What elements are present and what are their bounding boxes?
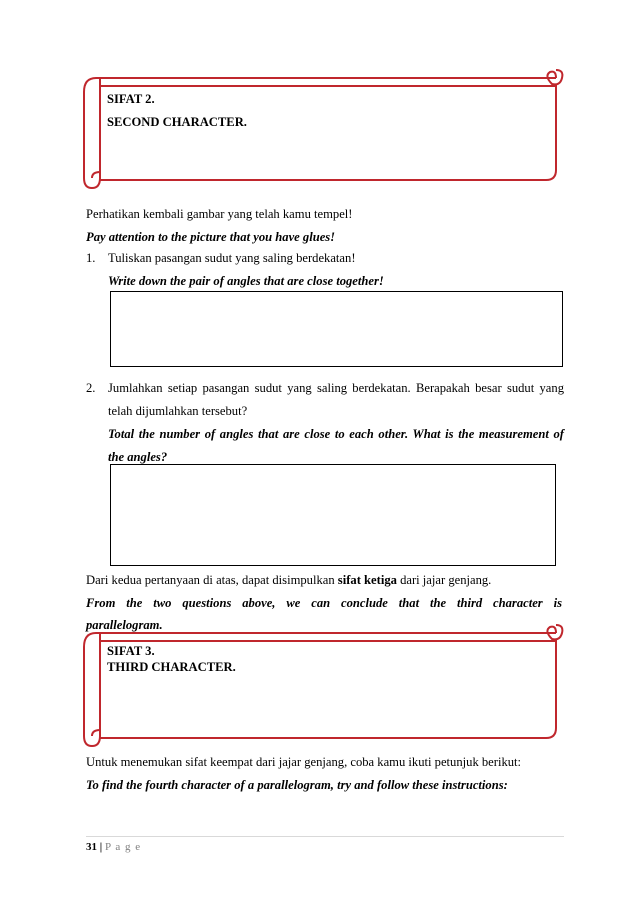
- next-instruction-id: Untuk menemukan sifat keempat dari jajar genjang, coba kamu ikuti petunjuk berikut:: [86, 755, 522, 769]
- instruction-en: Pay attention to the picture that you have glues!: [86, 230, 336, 244]
- scroll-1-title: SIFAT 2.: [107, 92, 155, 106]
- scroll-frame-icon: [0, 0, 638, 200]
- q1-number: 1.: [86, 251, 96, 265]
- q2-answer-box[interactable]: [110, 464, 556, 566]
- q1-text-id: Tuliskan pasangan sudut yang saling berdekatan!: [108, 251, 356, 265]
- footer-separator: |: [99, 841, 103, 853]
- page-footer: [86, 839, 141, 855]
- conclusion-en-line1: From the two questions above, we can conclude that the third character is: [86, 596, 562, 610]
- conclusion-id-pre: Dari kedua pertanyaan di atas, dapat disimpulkan: [86, 573, 338, 587]
- q2-text-id-line2: telah dijumlahkan tersebut?: [108, 404, 248, 418]
- conclusion-id-post: dari jajar genjang.: [396, 573, 492, 587]
- q2-text-id-line1: Jumlahkan setiap pasangan sudut yang saling berdekatan. Berapakah besar sudut yang: [108, 381, 564, 395]
- page-number: 31: [86, 841, 97, 853]
- footer-divider: [86, 836, 564, 837]
- q2-number: 2.: [86, 381, 96, 395]
- q1-text-en: Write down the pair of angles that are close together!: [108, 274, 384, 288]
- scroll-1-subtitle: SECOND CHARACTER.: [107, 115, 247, 129]
- q1-answer-box[interactable]: [110, 291, 563, 367]
- q2-text-en-line1: Total the number of angles that are close to each other. What is the measurement of: [108, 427, 564, 441]
- conclusion-id: [86, 572, 491, 588]
- conclusion-id-bold: sifat ketiga: [337, 573, 397, 587]
- scroll-2-title: SIFAT 3.: [107, 644, 155, 658]
- conclusion-en-line2: parallelogram.: [86, 618, 163, 632]
- page-label: P a g e: [104, 841, 142, 853]
- scroll-banner-sifat-2: [0, 0, 638, 200]
- scroll-2-subtitle: THIRD CHARACTER.: [107, 660, 236, 674]
- next-instruction-en: To find the fourth character of a parallelogram, try and follow these instructions:: [86, 778, 508, 792]
- instruction-id: Perhatikan kembali gambar yang telah kamu tempel!: [86, 207, 353, 221]
- q2-text-en-line2: the angles?: [108, 450, 168, 464]
